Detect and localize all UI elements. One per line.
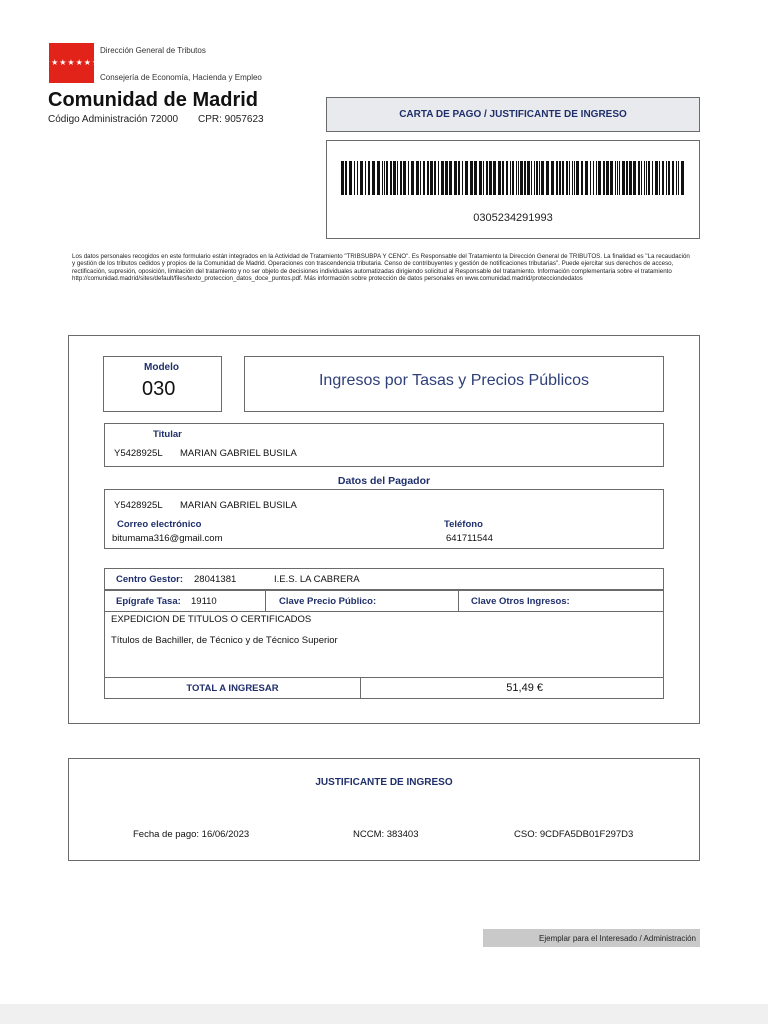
titular-label: Titular [153,429,182,440]
form-title: Ingresos por Tasas y Precios Públicos [318,372,590,389]
barcode-box [326,140,700,239]
modelo-number: 030 [142,378,176,400]
pagador-box [104,489,664,549]
total-label: TOTAL A INGRESAR [105,678,361,698]
bottom-strip [0,1004,768,1024]
email-value: bitumama316@gmail.com [112,533,223,544]
pagador-id: Y5428925L [114,500,163,511]
description-box [104,611,664,678]
titular-name: MARIAN GABRIEL BUSILA [180,448,297,459]
description-line-1: EXPEDICION DE TITULOS O CERTIFICADOS [111,614,312,625]
phone-label: Teléfono [444,519,483,530]
total-row [104,677,664,699]
modelo-box [103,356,222,412]
cpr-code: CPR: 9057623 [198,114,264,125]
epigrafe-label: Epígrafe Tasa: [116,596,181,607]
org-line-2: Consejería de Economía, Hacienda y Empleo [100,73,262,82]
form-title-box [244,356,664,412]
pagador-name: MARIAN GABRIEL BUSILA [180,500,297,511]
logo-stars: ★★★★★★★ [42,58,101,67]
email-label: Correo electrónico [117,519,202,530]
phone-value: 641711544 [446,533,493,544]
payment-date: Fecha de pago: 16/06/2023 [133,829,250,840]
admin-code: Código Administración 72000 [48,114,179,125]
total-value-cell [361,678,663,698]
barcode-number: 0305234291993 [473,212,553,224]
total-value: 51,49 € [506,682,543,694]
centro-gestor-box [104,568,664,590]
titular-id: Y5428925L [114,448,163,459]
pagador-title: Datos del Pagador [337,475,431,487]
modelo-label: Modelo [144,362,179,373]
centro-label: Centro Gestor: [116,574,184,585]
cso-code: CSO: 9CDFA5DB01F297D3 [514,829,634,840]
titular-box [104,423,664,467]
ejemplar-label: Ejemplar para el Interesado / Administración [483,929,700,947]
clave-otros-cell [459,591,663,611]
org-line-1: Dirección General de Tributos [100,46,206,55]
privacy-notice: Los datos personales recogidos en este formulario están integrados en la Actividad de Tratamiento "TRIBSUBPA Y CENO". Es Responsable del Tratamiento la Dirección General de TRIBUTOS. La finalidad es "La recaudación y gestión de los tributos cedidos y propios de la Comunidad de Madrid. Operaciones con trascendencia tributaria. Censo de contribuyentes y gestión de notificaciones tributarias". Puede ejercitar sus derechos de acceso, rectificación, supresión, oposición, limitación del tratamiento y no ser objeto de decisiones individuales automatizadas dirigiendo solicitud al Responsable del tratamiento. Información complementaria sobre el tratamiento http://comunidad.madrid/sites/default/files/texto_proteccion_datos_doce_puntos.pdf. Más información sobre protección de datos personales en www.comunidad.madrid/protecciondedatos [72,253,690,283]
document-title: CARTA DE PAGO / JUSTIFICANTE DE INGRESO [326,97,700,132]
justificante-frame [68,758,700,861]
barcode-icon [341,161,687,195]
comunidad-madrid-logo [42,43,101,83]
clave-precio-label: Clave Precio Público: [279,596,377,607]
epigrafe-value: 19110 [191,596,217,607]
clave-otros-label: Clave Otros Ingresos: [471,596,570,607]
nccm-code: NCCM: 383403 [353,829,419,840]
epigrafe-cell [105,591,266,611]
clave-precio-cell [266,591,459,611]
brand-name: Comunidad de Madrid [48,89,258,111]
description-line-2: Títulos de Bachiller, de Técnico y de Técnico Superior [111,635,338,646]
centro-code: 28041381 [194,574,237,585]
epigrafe-row [104,590,664,612]
centro-name: I.E.S. LA CABRERA [274,574,360,585]
justificante-title: JUSTIFICANTE DE INGRESO [315,777,453,788]
